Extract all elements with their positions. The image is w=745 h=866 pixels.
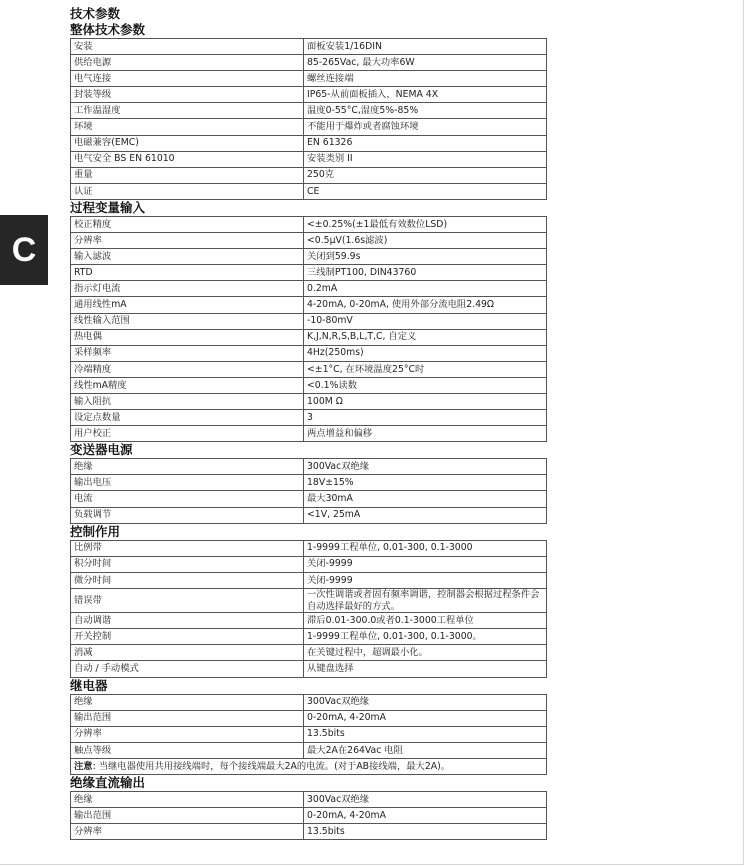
spec-table xyxy=(70,38,547,200)
spec-value: 13.5bits xyxy=(304,824,547,840)
spec-key: 电磁兼容(EMC) xyxy=(71,135,304,151)
spec-value: 螺丝连接端 xyxy=(304,71,547,87)
spec-value: 0-20mA, 4-20mA xyxy=(304,808,547,824)
spec-value: <0.5μV(1.6s滤波) xyxy=(304,233,547,249)
spec-key: 分辨率 xyxy=(71,233,304,249)
spec-key: 输出范围 xyxy=(71,710,304,726)
spec-value: <±1°C, 在环境温度25°C时 xyxy=(304,361,547,377)
table-row xyxy=(71,233,547,249)
table-row xyxy=(71,572,547,588)
spec-value: 1-9999工程单位, 0.01-300, 0.1-3000。 xyxy=(304,629,547,645)
spec-key: 自动调谐 xyxy=(71,613,304,629)
table-row xyxy=(71,410,547,426)
spec-value: 关闭-9999 xyxy=(304,572,547,588)
spec-value: <±0.25%(±1最低有效数位LSD) xyxy=(304,216,547,232)
table-row xyxy=(71,103,547,119)
spec-value: 安装类别 II xyxy=(304,151,547,167)
spec-value: 18V±15% xyxy=(304,475,547,491)
spec-key: 通用线性mA xyxy=(71,297,304,313)
spec-value: 最大2A在264Vac 电阻 xyxy=(304,742,547,758)
spec-value: 4-20mA, 0-20mA, 使用外部分流电阻2.49Ω xyxy=(304,297,547,313)
spec-key: 绝缘 xyxy=(71,694,304,710)
spec-value: 100M Ω xyxy=(304,393,547,409)
section-title: 过程变量输入 xyxy=(70,199,146,215)
section-title: 整体技术参数 xyxy=(70,22,146,37)
spec-value: 300Vac双绝缘 xyxy=(304,459,547,475)
spec-table xyxy=(70,216,547,442)
spec-key: 热电偶 xyxy=(71,329,304,345)
page-title: 技术参数 xyxy=(70,6,121,21)
spec-value: EN 61326 xyxy=(304,135,547,151)
spec-value: 两点增益和偏移 xyxy=(304,426,547,442)
spec-value: 3 xyxy=(304,410,547,426)
table-row xyxy=(71,459,547,475)
spec-key: 分辨率 xyxy=(71,726,304,742)
spec-content xyxy=(70,6,547,840)
spec-key: 比例带 xyxy=(71,540,304,556)
spec-key: 绝缘 xyxy=(71,791,304,807)
spec-key: 封装等级 xyxy=(71,87,304,103)
spec-key: 安装 xyxy=(71,39,304,55)
spec-value: 面板安装1/16DIN xyxy=(304,39,547,55)
spec-key: 微分时间 xyxy=(71,572,304,588)
spec-value: 关闭到59.9s xyxy=(304,249,547,265)
spec-value: 三线制PT100, DIN43760 xyxy=(304,265,547,281)
table-row xyxy=(71,361,547,377)
table-row xyxy=(71,491,547,507)
spec-value: 250克 xyxy=(304,167,547,183)
spec-value: K,J,N,R,S,B,L,T,C, 自定义 xyxy=(304,329,547,345)
spec-key: 校正精度 xyxy=(71,216,304,232)
spec-key: 输入滤波 xyxy=(71,249,304,265)
table-row xyxy=(71,710,547,726)
spec-key: 重量 xyxy=(71,167,304,183)
table-row xyxy=(71,183,547,199)
spec-value: 不能用于爆炸或者腐蚀环境 xyxy=(304,119,547,135)
spec-table xyxy=(70,458,547,523)
table-row xyxy=(71,39,547,55)
table-row xyxy=(71,824,547,840)
table-row xyxy=(71,507,547,523)
table-row xyxy=(71,71,547,87)
spec-value: -10-80mV xyxy=(304,313,547,329)
spec-value: 0.2mA xyxy=(304,281,547,297)
spec-key: 分辨率 xyxy=(71,824,304,840)
spec-value: 13.5bits xyxy=(304,726,547,742)
spec-key: 采样频率 xyxy=(71,345,304,361)
spec-value: CE xyxy=(304,183,547,199)
spec-key: 电气连接 xyxy=(71,71,304,87)
spec-key: 供给电源 xyxy=(71,55,304,71)
table-row xyxy=(71,249,547,265)
table-row xyxy=(71,345,547,361)
spec-key: 线性输入范围 xyxy=(71,313,304,329)
spec-value: 85-265Vac, 最大功率6W xyxy=(304,55,547,71)
table-row xyxy=(71,55,547,71)
spec-key: 开关控制 xyxy=(71,629,304,645)
spec-key: 线性mA精度 xyxy=(71,377,304,393)
spec-key: 输入阻抗 xyxy=(71,393,304,409)
table-row xyxy=(71,313,547,329)
note-row xyxy=(71,758,547,774)
spec-key: 输出电压 xyxy=(71,475,304,491)
spec-key: 负载调节 xyxy=(71,507,304,523)
table-row xyxy=(71,808,547,824)
spec-key: 认证 xyxy=(71,183,304,199)
section-tab-c xyxy=(0,215,48,285)
table-row xyxy=(71,265,547,281)
section-title: 变送器电源 xyxy=(70,442,133,458)
spec-key: 冷端精度 xyxy=(71,361,304,377)
table-row xyxy=(71,613,547,629)
table-row xyxy=(71,629,547,645)
spec-key: 触点等级 xyxy=(71,742,304,758)
section-tab-letter: C xyxy=(11,230,37,269)
spec-value: <1V, 25mA xyxy=(304,507,547,523)
spec-key: 设定点数量 xyxy=(71,410,304,426)
table-row xyxy=(71,377,547,393)
spec-key: 用户校正 xyxy=(71,426,304,442)
table-row xyxy=(71,556,547,572)
note-label: 注意 xyxy=(74,760,93,772)
table-row xyxy=(71,281,547,297)
spec-key: 电流 xyxy=(71,491,304,507)
table-row xyxy=(71,726,547,742)
table-row xyxy=(71,645,547,661)
spec-key: 输出范围 xyxy=(71,808,304,824)
spec-key: 电气安全 BS EN 61010 xyxy=(71,151,304,167)
table-row xyxy=(71,588,547,612)
note-cell xyxy=(71,758,547,774)
note-text: : 当继电器使用共用接线端时，每个接线端最大2A的电流。(对于AB接线端，最大2A)。 xyxy=(92,760,451,772)
section-title: 继电器 xyxy=(70,677,108,693)
table-row xyxy=(71,540,547,556)
section-title: 控制作用 xyxy=(70,523,121,539)
spec-value: 300Vac双绝缘 xyxy=(304,791,547,807)
table-row xyxy=(71,742,547,758)
spec-key: 绝缘 xyxy=(71,459,304,475)
table-row xyxy=(71,393,547,409)
spec-value: 0-20mA, 4-20mA xyxy=(304,710,547,726)
spec-value: 最大30mA xyxy=(304,491,547,507)
section-title: 绝缘直流输出 xyxy=(70,774,146,790)
spec-value: 滞后0.01-300.0或者0.1-3000工程单位 xyxy=(304,613,547,629)
spec-key: 指示灯电流 xyxy=(71,281,304,297)
spec-value: 300Vac双绝缘 xyxy=(304,694,547,710)
spec-value: 在关键过程中，超调最小化。 xyxy=(304,645,547,661)
spec-value: IP65-从前面板插入，NEMA 4X xyxy=(304,87,547,103)
table-row xyxy=(71,151,547,167)
table-row xyxy=(71,216,547,232)
spec-value: 从键盘选择 xyxy=(304,661,547,677)
spec-value: 1-9999工程单位, 0.01-300, 0.1-3000 xyxy=(304,540,547,556)
spec-table xyxy=(70,540,547,678)
spec-key: 错误带 xyxy=(71,588,304,612)
spec-value: <0.1%读数 xyxy=(304,377,547,393)
spec-value: 4Hz(250ms) xyxy=(304,345,547,361)
table-row xyxy=(71,297,547,313)
table-row xyxy=(71,694,547,710)
spec-value: 关闭-9999 xyxy=(304,556,547,572)
table-row xyxy=(71,475,547,491)
table-row xyxy=(71,426,547,442)
table-row xyxy=(71,167,547,183)
spec-value: 一次性调谐或者固有频率调谐，控制器会根据过程条件会自动选择最好的方式。 xyxy=(304,588,547,612)
table-row xyxy=(71,791,547,807)
spec-key: 自动 / 手动模式 xyxy=(71,661,304,677)
table-row xyxy=(71,329,547,345)
spec-key: RTD xyxy=(71,265,304,281)
spec-key: 环境 xyxy=(71,119,304,135)
table-row xyxy=(71,119,547,135)
spec-value: 温度0-55°C,湿度5%-85% xyxy=(304,103,547,119)
table-row xyxy=(71,661,547,677)
spec-table xyxy=(70,694,547,775)
table-row xyxy=(71,135,547,151)
table-row xyxy=(71,87,547,103)
spec-key: 工作温湿度 xyxy=(71,103,304,119)
spec-table xyxy=(70,791,547,840)
spec-key: 消减 xyxy=(71,645,304,661)
spec-key: 积分时间 xyxy=(71,556,304,572)
